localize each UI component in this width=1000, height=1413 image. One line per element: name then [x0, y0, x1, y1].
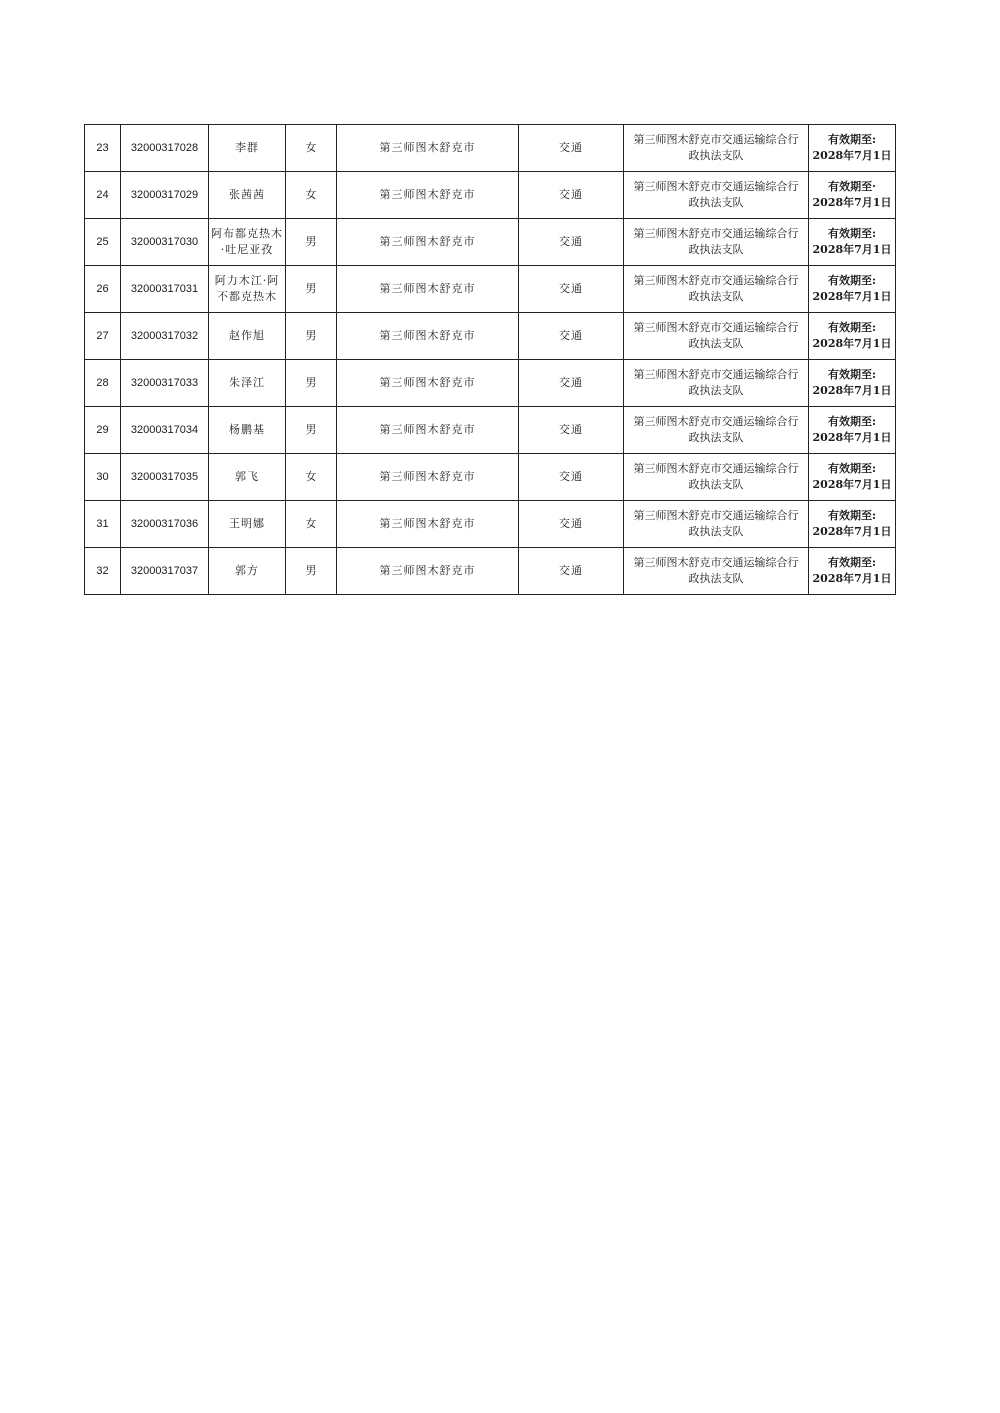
- enforcement-field-cell: 交通: [519, 454, 624, 501]
- agency-line-1: 第三师图木舒克市交通运输综合行: [633, 133, 799, 146]
- enforcement-field-cell: 交通: [519, 172, 624, 219]
- table-row: [85, 454, 896, 501]
- row-number-cell: 31: [85, 501, 121, 548]
- certificate-number-cell: 32000317036: [121, 501, 209, 548]
- certificate-number-cell: 32000317033: [121, 360, 209, 407]
- region-cell: 第三师图木舒克市: [337, 360, 519, 407]
- validity-line-1: 有效期至:: [827, 415, 877, 428]
- agency-line-1: 第三师图木舒克市交通运输综合行: [633, 180, 799, 193]
- gender-cell: 女: [286, 125, 337, 172]
- agency-cell: [624, 454, 809, 501]
- validity-line-2: 2028年7月1日: [812, 478, 892, 491]
- agency-line-1: 第三师图木舒克市交通运输综合行: [633, 368, 799, 381]
- validity-cell: [809, 125, 896, 172]
- region-cell: 第三师图木舒克市: [337, 266, 519, 313]
- gender-cell: 男: [286, 219, 337, 266]
- validity-line-1: 有效期至:: [827, 227, 877, 240]
- validity-line-2: 2028年7月1日: [812, 290, 892, 303]
- gender-cell: 男: [286, 313, 337, 360]
- region-cell: 第三师图木舒克市: [337, 313, 519, 360]
- validity-line-2: 2028年7月1日: [812, 384, 892, 397]
- table-row: [85, 501, 896, 548]
- gender-cell: 男: [286, 407, 337, 454]
- agency-line-2: 政执法支队: [688, 149, 744, 162]
- agency-line-2: 政执法支队: [688, 478, 744, 491]
- certificate-number-cell: 32000317032: [121, 313, 209, 360]
- row-number-cell: 27: [85, 313, 121, 360]
- row-number-cell: 32: [85, 548, 121, 595]
- agency-line-2: 政执法支队: [688, 525, 744, 538]
- validity-line-1: 有效期至:: [827, 462, 877, 475]
- validity-line-2: 2028年7月1日: [812, 337, 892, 350]
- validity-cell: [809, 219, 896, 266]
- table-row: [85, 407, 896, 454]
- agency-cell: [624, 219, 809, 266]
- table-body: [85, 125, 896, 595]
- enforcement-field-cell: 交通: [519, 548, 624, 595]
- person-name-cell: 赵作旭: [209, 313, 286, 360]
- agency-line-1: 第三师图木舒克市交通运输综合行: [633, 227, 799, 240]
- validity-line-2: 2028年7月1日: [812, 572, 892, 585]
- enforcement-field-cell: 交通: [519, 407, 624, 454]
- validity-line-2: 2028年7月1日: [812, 149, 892, 162]
- certificate-number-cell: 32000317034: [121, 407, 209, 454]
- agency-cell: [624, 501, 809, 548]
- certificate-number-cell: 32000317035: [121, 454, 209, 501]
- person-name-cell: 杨鹏基: [209, 407, 286, 454]
- person-name-cell: 朱泽江: [209, 360, 286, 407]
- row-number-cell: 24: [85, 172, 121, 219]
- validity-line-1: 有效期至:: [827, 509, 877, 522]
- agency-line-1: 第三师图木舒克市交通运输综合行: [633, 321, 799, 334]
- region-cell: 第三师图木舒克市: [337, 548, 519, 595]
- certificate-number-cell: 32000317037: [121, 548, 209, 595]
- row-number-cell: 29: [85, 407, 121, 454]
- validity-line-1: 有效期至:: [827, 368, 877, 381]
- validity-cell: [809, 266, 896, 313]
- enforcement-personnel-table: [84, 124, 896, 595]
- gender-cell: 男: [286, 360, 337, 407]
- enforcement-field-cell: 交通: [519, 219, 624, 266]
- enforcement-field-cell: 交通: [519, 125, 624, 172]
- agency-cell: [624, 360, 809, 407]
- agency-line-2: 政执法支队: [688, 431, 744, 444]
- person-name-cell: 王明娜: [209, 501, 286, 548]
- certificate-number-cell: 32000317031: [121, 266, 209, 313]
- region-cell: 第三师图木舒克市: [337, 407, 519, 454]
- agency-line-2: 政执法支队: [688, 572, 744, 585]
- person-name-cell: 张茜茜: [209, 172, 286, 219]
- validity-line-2: 2028年7月1日: [812, 243, 892, 256]
- validity-line-2: 2028年7月1日: [812, 525, 892, 538]
- validity-cell: [809, 548, 896, 595]
- agency-line-1: 第三师图木舒克市交通运输综合行: [633, 415, 799, 428]
- agency-line-2: 政执法支队: [688, 337, 744, 350]
- agency-line-1: 第三师图木舒克市交通运输综合行: [633, 462, 799, 475]
- gender-cell: 男: [286, 266, 337, 313]
- table-row: [85, 548, 896, 595]
- certificate-number-cell: 32000317028: [121, 125, 209, 172]
- row-number-cell: 30: [85, 454, 121, 501]
- table-row: [85, 313, 896, 360]
- validity-cell: [809, 172, 896, 219]
- agency-cell: [624, 266, 809, 313]
- table-row: [85, 219, 896, 266]
- agency-line-2: 政执法支队: [688, 290, 744, 303]
- agency-line-1: 第三师图木舒克市交通运输综合行: [633, 509, 799, 522]
- agency-line-2: 政执法支队: [688, 196, 744, 209]
- certificate-number-cell: 32000317029: [121, 172, 209, 219]
- person-name-cell: 阿布都克热木·吐尼亚孜: [209, 219, 286, 266]
- validity-line-1: 有效期至:: [827, 274, 877, 287]
- validity-cell: [809, 501, 896, 548]
- row-number-cell: 25: [85, 219, 121, 266]
- region-cell: 第三师图木舒克市: [337, 501, 519, 548]
- region-cell: 第三师图木舒克市: [337, 454, 519, 501]
- agency-cell: [624, 313, 809, 360]
- table-row: [85, 360, 896, 407]
- region-cell: 第三师图木舒克市: [337, 172, 519, 219]
- agency-cell: [624, 125, 809, 172]
- person-name-cell: 郭飞: [209, 454, 286, 501]
- enforcement-field-cell: 交通: [519, 313, 624, 360]
- validity-cell: [809, 313, 896, 360]
- validity-line-2: 2028年7月1日: [812, 431, 892, 444]
- agency-line-2: 政执法支队: [688, 243, 744, 256]
- row-number-cell: 26: [85, 266, 121, 313]
- gender-cell: 女: [286, 172, 337, 219]
- row-number-cell: 28: [85, 360, 121, 407]
- validity-line-2: 2028年7月1日: [812, 196, 892, 209]
- person-name-cell: 郭方: [209, 548, 286, 595]
- validity-cell: [809, 407, 896, 454]
- row-number-cell: 23: [85, 125, 121, 172]
- table-row: [85, 125, 896, 172]
- validity-line-1: 有效期至:: [827, 133, 877, 146]
- agency-cell: [624, 407, 809, 454]
- gender-cell: 女: [286, 501, 337, 548]
- validity-cell: [809, 360, 896, 407]
- validity-line-1: 有效期至·: [828, 180, 876, 193]
- person-name-cell: 李群: [209, 125, 286, 172]
- region-cell: 第三师图木舒克市: [337, 219, 519, 266]
- validity-line-1: 有效期至:: [827, 321, 877, 334]
- enforcement-field-cell: 交通: [519, 501, 624, 548]
- agency-cell: [624, 172, 809, 219]
- validity-cell: [809, 454, 896, 501]
- validity-line-1: 有效期至:: [827, 556, 877, 569]
- gender-cell: 女: [286, 454, 337, 501]
- enforcement-field-cell: 交通: [519, 360, 624, 407]
- table-row: [85, 266, 896, 313]
- table-row: [85, 172, 896, 219]
- gender-cell: 男: [286, 548, 337, 595]
- agency-line-1: 第三师图木舒克市交通运输综合行: [633, 556, 799, 569]
- agency-cell: [624, 548, 809, 595]
- region-cell: 第三师图木舒克市: [337, 125, 519, 172]
- agency-line-2: 政执法支队: [688, 384, 744, 397]
- enforcement-field-cell: 交通: [519, 266, 624, 313]
- agency-line-1: 第三师图木舒克市交通运输综合行: [633, 274, 799, 287]
- person-name-cell: 阿力木江·阿不都克热木: [209, 266, 286, 313]
- certificate-number-cell: 32000317030: [121, 219, 209, 266]
